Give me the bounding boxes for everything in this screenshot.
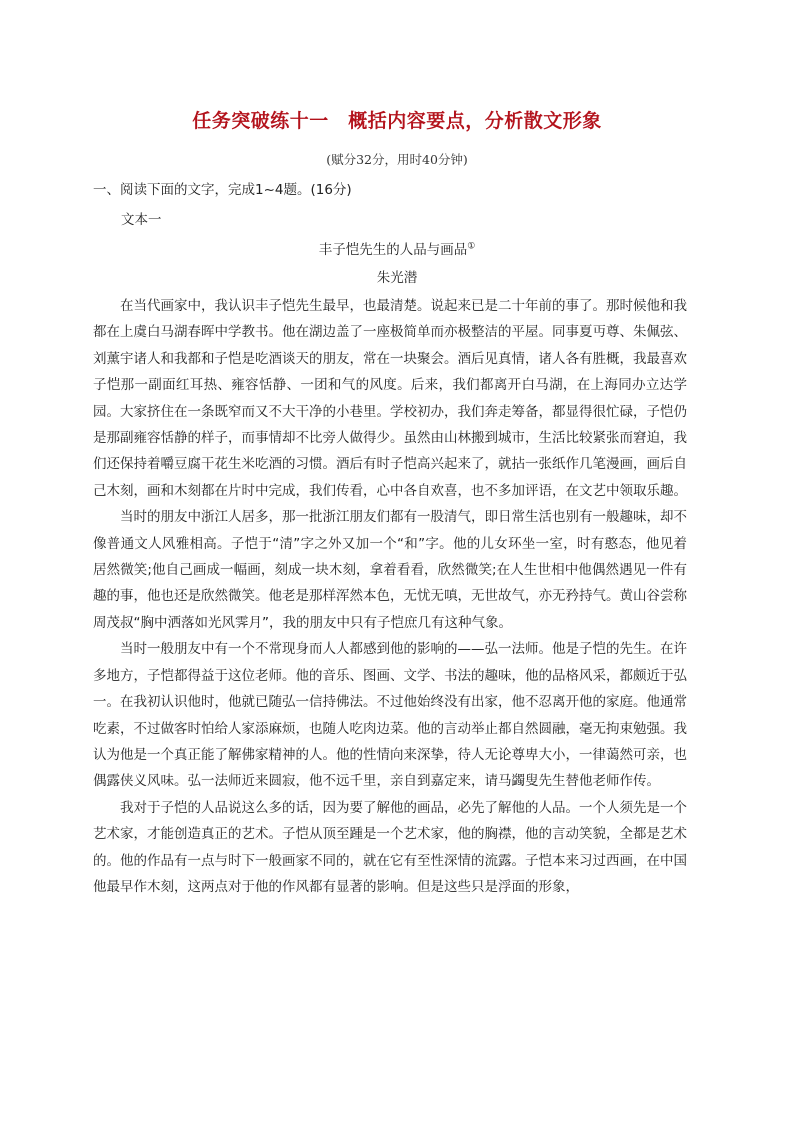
score-time-note: (赋分32分，用时40分钟) [326,152,468,167]
article-title [0,238,794,258]
footnote-marker: ① [467,241,476,252]
paragraph: 在当代画家中，我认识丰子恺先生最早，也最清楚。说起来已是二十年前的事了。那时候他和我都在上虞白马湖春晖中学教书。他在湖边盖了一座极简单而亦极整洁的平屋。同事夏丏尊、朱佩弦、刘薰宇诸人和我都和子恺是吃酒谈天的朋友，常在一块聚会。酒后见真情，诸人各有胜概，我最喜欢子恺那一副面红耳热、雍容恬静、一团和气的风度。后来，我们都离开白马湖，在上海同办立达学园。大家挤住在一条既窄而又不大干净的小巷里。学校初办，我们奔走筹备，都显得很忙碌，子恺仍是那副雍容恬静的样子，而事情却不比旁人做得少。虽然由山林搬到城市，生活比较紧张而窘迫，我们还保持着嚼豆腐干花生米吃酒的习惯。酒后有时子恺高兴起来了，就拈一张纸作几笔漫画，画后自己木刻，画和木刻都在片时中完成，我们传看，心中各自欢喜，也不多加评语，在文艺中领取乐趣。 [93,298,687,499]
text-label: 文本一 [121,212,162,228]
article-author: 朱光潜 [376,270,418,286]
paragraph: 我对于子恺的人品说这么多的话，因为要了解他的画品，必先了解他的人品。一个人须先是一个艺术家，才能创造真正的艺术。子恺从顶至踵是一个艺术家，他的胸襟，他的言动笑貌，全都是艺术的。他的作品有一点与时下一般画家不同的，就在它有至性深情的流露。子恺本来习过西画，在中国他最早作木刻，这两点对于他的作风都有显著的影响。但是这些只是浮面的形象， [93,799,687,895]
question-instruction: 一、阅读下面的文字，完成1~4题。(16分) [93,182,352,198]
page-title: 任务突破练十一 概括内容要点，分析散文形象 [192,110,602,132]
paragraph: 当时一般朋友中有一个不常现身而人人都感到他的影响的——弘一法师。他是子恺的先生。在许多地方，子恺都得益于这位老师。他的音乐、图画、文学、书法的趣味，他的品格风采，都颇近于弘一。在我初认识他时，他就已随弘一信持佛法。不过他始终没有出家，他不忍离开他的家庭。他通常吃素，不过做客时怕给人家添麻烦，也随人吃肉边菜。他的言动举止都自然圆融，毫无拘束勉强。我认为他是一个真正能了解佛家精神的人。他的性情向来深挚，待人无论尊卑大小，一律蔼然可亲，也偶露侠义风味。弘一法师近来圆寂，他不远千里，亲自到嘉定来，请马蠲叟先生替他老师作传。 [93,641,687,790]
article-body [93,293,687,900]
article-title-text: 丰子恺先生的人品与画品 [318,242,468,258]
paragraph: 当时的朋友中浙江人居多，那一批浙江朋友们都有一股清气，即日常生活也别有一般趣味，却不像普通文人风雅相高。子恺于“清”字之外又加一个“和”字。他的儿女环坐一室，时有憨态，他见着居然微笑;他自己画成一幅画，刻成一块木刻，拿着看看，欣然微笑;在人生世相中他偶然遇见一件有趣的事，他也还是欣然微笑。他老是那样浑然本色，无忧无嗔，无世故气，亦无矜持气。黄山谷尝称周茂叔“胸中洒落如光风霁月”，我的朋友中只有子恺庶几有这种气象。 [93,509,687,631]
